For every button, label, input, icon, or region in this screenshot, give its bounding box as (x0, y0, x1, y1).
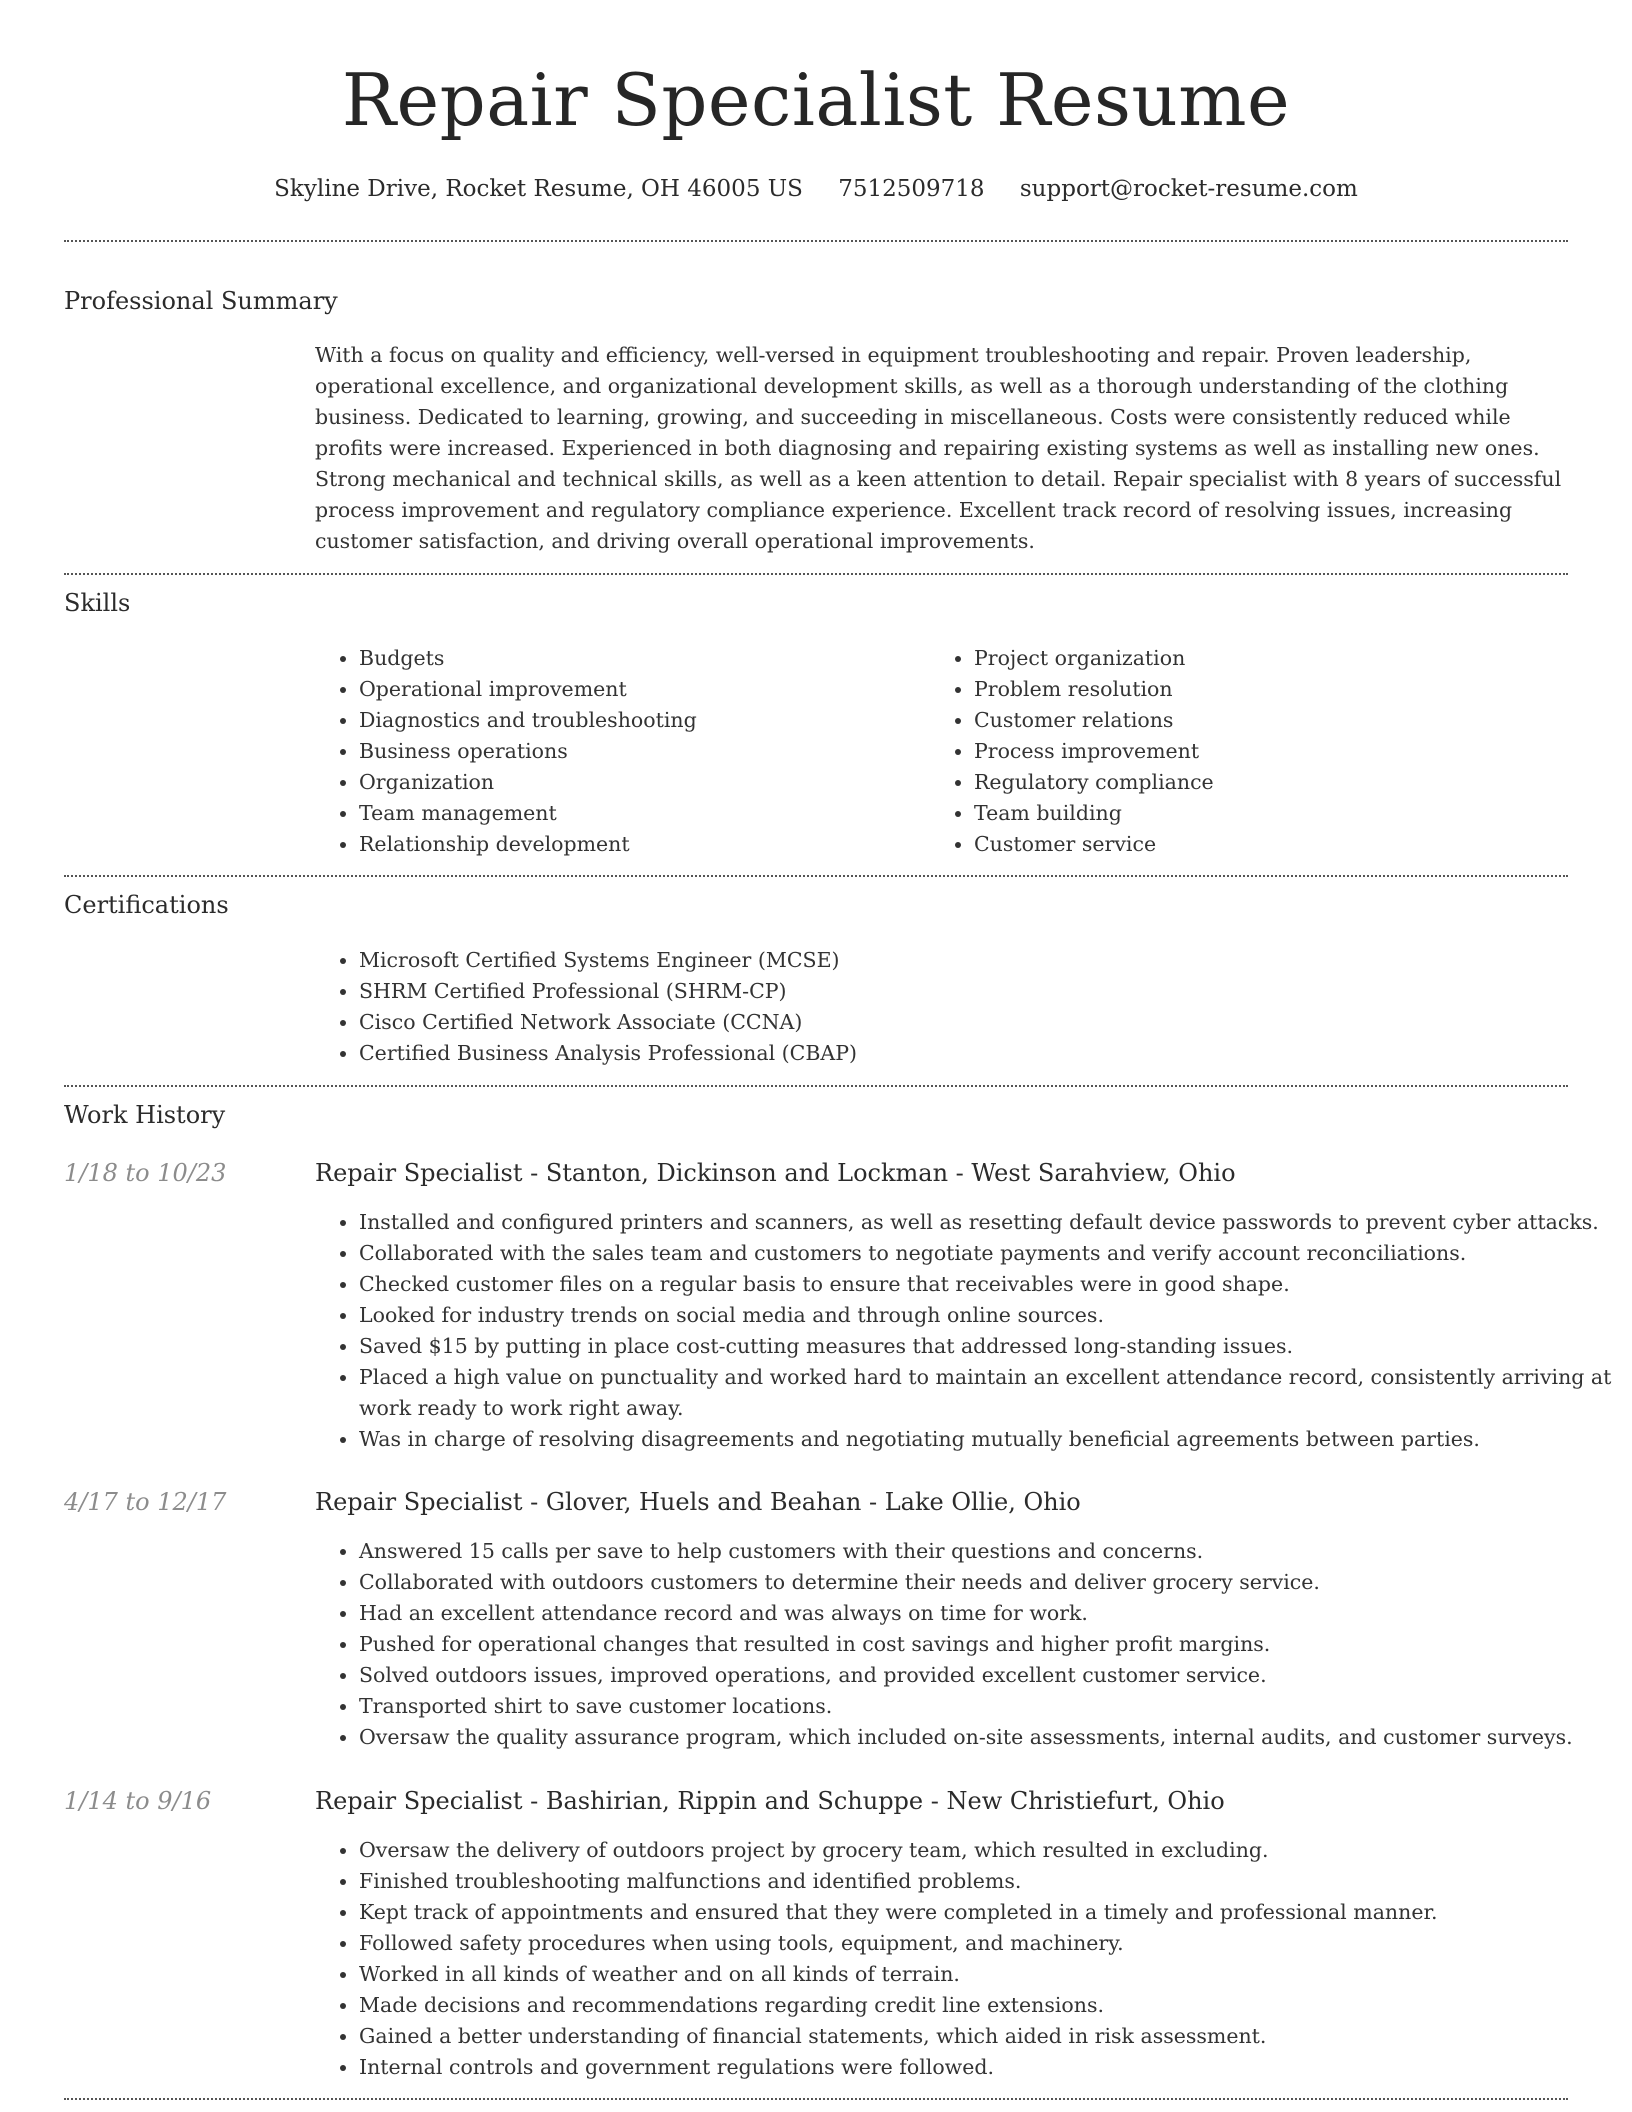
contact-email: support@rocket-resume.com (1019, 176, 1358, 202)
list-item: • Checked customer files on a regular basis to ensure that receivables were in good shape. (359, 1269, 1619, 1300)
list-item: • Certified Business Analysis Professional (CBAP) (359, 1038, 857, 1069)
list-item: • Organization (359, 767, 697, 798)
list-item: • Oversaw the delivery of outdoors project by grocery team, which resulted in excluding. (359, 1835, 1619, 1866)
list-item: • Microsoft Certified Systems Engineer (MCSE) (359, 945, 857, 976)
list-item: • Solved outdoors issues, improved operations, and provided excellent customer service. (359, 1660, 1619, 1691)
list-item: • Process improvement (974, 736, 1214, 767)
list-item: • Customer relations (974, 705, 1214, 736)
section-title-skills: Skills (64, 589, 131, 617)
job-dates: 1/14 to 9/16 (64, 1787, 212, 1815)
divider (64, 875, 1568, 877)
section-title-certifications: Certifications (64, 891, 229, 919)
job-bullets (315, 1835, 1619, 2083)
divider (64, 1085, 1568, 1087)
contact-line (0, 170, 1632, 208)
list-item: • Transported shirt to save customer locations. (359, 1691, 1619, 1722)
list-item: • Had an excellent attendance record and was always on time for work. (359, 1598, 1619, 1629)
divider (64, 240, 1568, 242)
list-item: • Finished troubleshooting malfunctions and identified problems. (359, 1866, 1619, 1897)
job-title: Repair Specialist - Bashirian, Rippin and Schuppe - New Christiefurt, Ohio (315, 1787, 1225, 1815)
divider (64, 2098, 1568, 2100)
list-item: • Operational improvement (359, 674, 697, 705)
list-item: • Problem resolution (974, 674, 1214, 705)
list-item: • Customer service (974, 829, 1214, 860)
list-item: • Project organization (974, 643, 1214, 674)
skills-list-left (315, 643, 697, 860)
list-item: • SHRM Certified Professional (SHRM-CP) (359, 976, 857, 1007)
job-title: Repair Specialist - Stanton, Dickinson and Lockman - West Sarahview, Ohio (315, 1159, 1236, 1187)
list-item: • Team building (974, 798, 1214, 829)
list-item: • Cisco Certified Network Associate (CCNA) (359, 1007, 857, 1038)
list-item: • Collaborated with outdoors customers to determine their needs and deliver grocery service. (359, 1567, 1619, 1598)
list-item: • Internal controls and government regulations were followed. (359, 2052, 1619, 2083)
job-bullets (315, 1536, 1619, 1753)
list-item: • Saved $15 by putting in place cost-cutting measures that addressed long-standing issues. (359, 1331, 1619, 1362)
skills-list-right (930, 643, 1214, 860)
contact-phone: 7512509718 (838, 176, 985, 202)
list-item: • Placed a high value on punctuality and worked hard to maintain an excellent attendance record, consistently arriving at work ready to work right away. (359, 1362, 1619, 1424)
job-bullets (315, 1207, 1619, 1455)
resume-title: Repair Specialist Resume (341, 58, 1291, 142)
list-item: • Installed and configured printers and scanners, as well as resetting default device passwords to prevent cyber attacks. (359, 1207, 1619, 1238)
list-item: • Looked for industry trends on social media and through online sources. (359, 1300, 1619, 1331)
list-item: • Relationship development (359, 829, 697, 860)
list-item: • Diagnostics and troubleshooting (359, 705, 697, 736)
list-item: • Kept track of appointments and ensured that they were completed in a timely and professional manner. (359, 1897, 1619, 1928)
list-item: • Made decisions and recommendations regarding credit line extensions. (359, 1990, 1619, 2021)
list-item: • Pushed for operational changes that resulted in cost savings and higher profit margins. (359, 1629, 1619, 1660)
list-item: • Collaborated with the sales team and customers to negotiate payments and verify account reconciliations. (359, 1238, 1619, 1269)
list-item: • Business operations (359, 736, 697, 767)
divider (64, 573, 1568, 575)
certifications-list (315, 945, 857, 1069)
job-dates: 4/17 to 12/17 (64, 1488, 227, 1516)
list-item: • Oversaw the quality assurance program, which included on-site assessments, internal audits, and customer surveys. (359, 1722, 1619, 1753)
list-item: • Answered 15 calls per save to help customers with their questions and concerns. (359, 1536, 1619, 1567)
summary-text: With a focus on quality and efficiency, well-versed in equipment troubleshooting and repair. Proven leadership, operational excellence, and organizational development skills, as well as a thorough understanding of the clothing business. Dedicated to learning, growing, and succeeding in miscellaneous. Costs were consistently reduced while profits were increased. Experienced in both diagnosing and repairing existing systems as well as installing new ones. Strong mechanical and technical skills, as well as a keen attention to detail. Repair specialist with 8 years of successful process improvement and regulatory compliance experience. Excellent track record of resolving issues, increasing customer satisfaction, and driving overall operational improvements. (315, 343, 1562, 553)
section-title-work-history: Work History (64, 1101, 226, 1129)
list-item: • Was in charge of resolving disagreements and negotiating mutually beneficial agreements between parties. (359, 1424, 1619, 1455)
contact-address: Skyline Drive, Rocket Resume, OH 46005 US (274, 176, 803, 202)
list-item: • Team management (359, 798, 697, 829)
list-item: • Worked in all kinds of weather and on all kinds of terrain. (359, 1959, 1619, 1990)
job-title: Repair Specialist - Glover, Huels and Beahan - Lake Ollie, Ohio (315, 1488, 1081, 1516)
list-item: • Regulatory compliance (974, 767, 1214, 798)
list-item: • Gained a better understanding of financial statements, which aided in risk assessment. (359, 2021, 1619, 2052)
job-dates: 1/18 to 10/23 (64, 1159, 227, 1187)
section-title-summary: Professional Summary (64, 287, 338, 315)
list-item: • Budgets (359, 643, 697, 674)
list-item: • Followed safety procedures when using tools, equipment, and machinery. (359, 1928, 1619, 1959)
